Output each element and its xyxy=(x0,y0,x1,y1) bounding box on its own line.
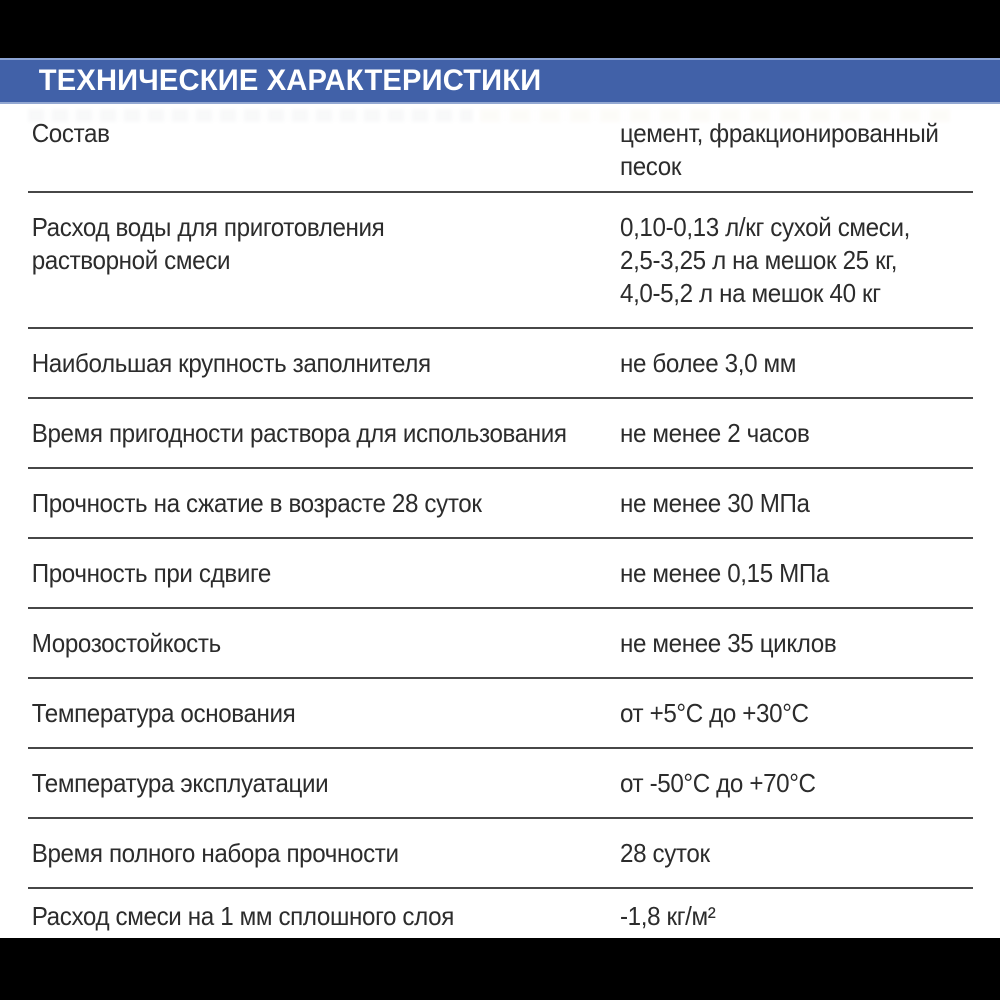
spec-value: не менее 2 часов xyxy=(620,418,810,448)
section-title: ТЕХНИЧЕСКИЕ ХАРАКТЕРИСТИКИ xyxy=(38,64,542,97)
spec-row-base-temperature xyxy=(28,679,973,749)
spec-value: не более 3,0 мм xyxy=(620,348,797,378)
spec-row-mix-consumption xyxy=(28,889,973,942)
spec-label: Прочность при сдвиге xyxy=(31,558,271,588)
spec-label: Морозостойкость xyxy=(31,628,221,658)
spec-label: Состав xyxy=(31,118,110,148)
spec-value: цемент, фракционированный песок xyxy=(620,118,939,181)
spec-value: 28 суток xyxy=(620,838,710,868)
spec-label: Температура основания xyxy=(31,698,296,728)
spec-value: 0,10-0,13 л/кг сухой смеси, 2,5-3,25 л на мешок 25 кг, 4,0-5,2 л на мешок 40 кг xyxy=(620,212,910,308)
spec-row-max-grain-size xyxy=(28,329,973,399)
spec-label: Наибольшая крупность заполнителя xyxy=(31,348,431,378)
spec-row-composition xyxy=(28,104,973,193)
spec-row-frost-resistance xyxy=(28,609,973,679)
top-letterbox-bar xyxy=(0,0,1000,58)
spec-table xyxy=(28,104,973,942)
spec-label: Температура эксплуатации xyxy=(31,768,329,798)
spec-row-compressive-strength xyxy=(28,469,973,539)
spec-row-pot-life xyxy=(28,399,973,469)
spec-label: Расход воды для приготовления растворной смеси xyxy=(31,212,385,275)
spec-label: Прочность на сжатие в возрасте 28 суток xyxy=(31,488,482,518)
spec-label: Время полного набора прочности xyxy=(31,838,399,868)
spec-value: от -50°С до +70°С xyxy=(620,768,816,798)
spec-value: не менее 35 циклов xyxy=(620,628,837,658)
spec-value: -1,8 кг/м² xyxy=(620,901,716,931)
spec-label: Расход смеси на 1 мм сплошного слоя xyxy=(31,901,454,931)
spec-value: от +5°С до +30°С xyxy=(620,698,809,728)
bottom-letterbox-bar xyxy=(0,938,1000,1000)
section-header-bar xyxy=(0,58,1000,104)
spec-row-water-consumption xyxy=(28,193,973,329)
spec-label: Время пригодности раствора для использования xyxy=(31,418,567,448)
spec-value: не менее 0,15 МПа xyxy=(620,558,829,588)
spec-value: не менее 30 МПа xyxy=(620,488,810,518)
spec-row-shear-strength xyxy=(28,539,973,609)
spec-row-service-temperature xyxy=(28,749,973,819)
spec-row-full-curing-time xyxy=(28,819,973,889)
